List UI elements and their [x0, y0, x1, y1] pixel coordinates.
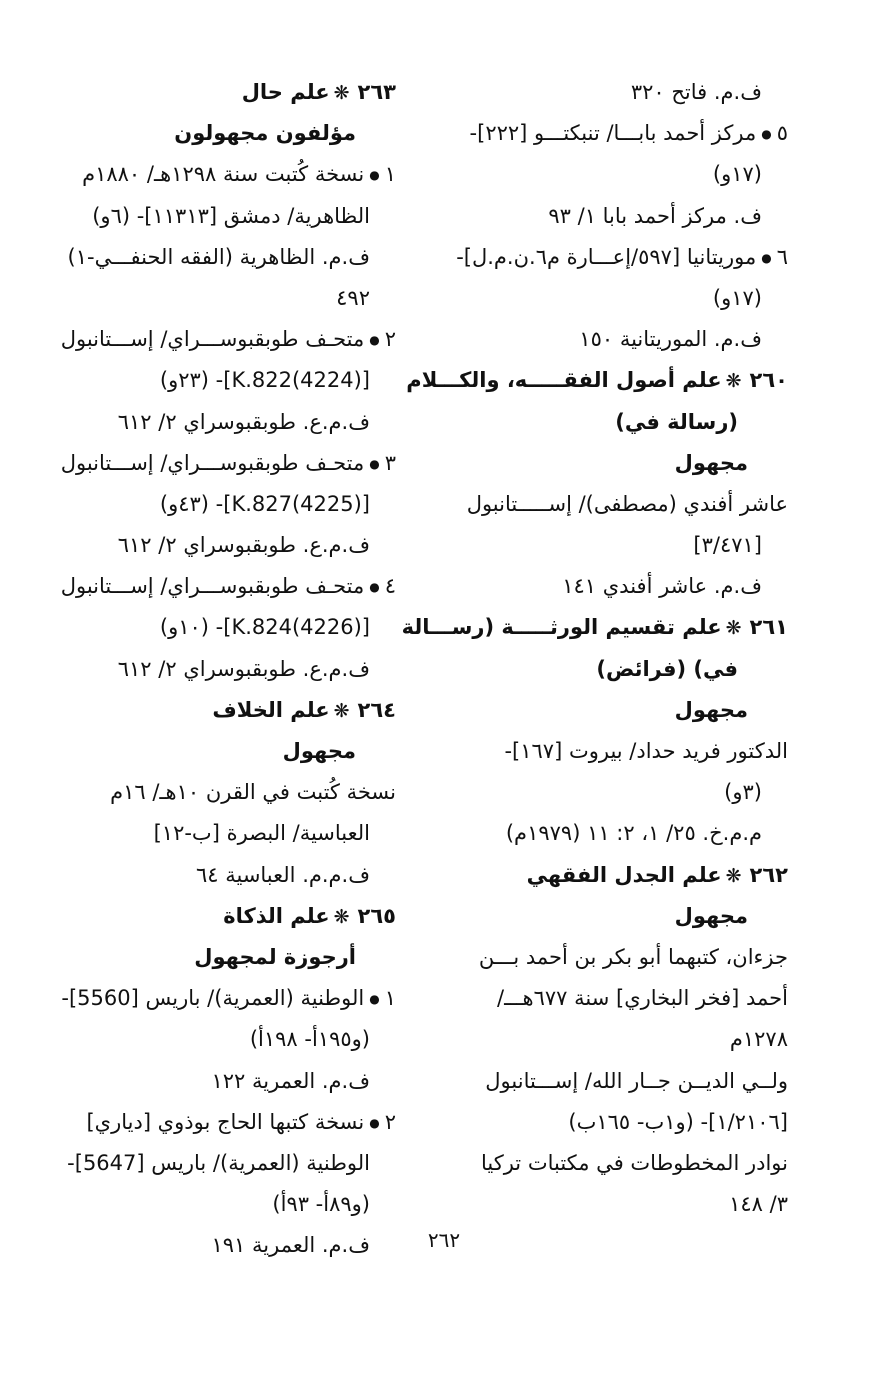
bullet-icon: ●: [369, 456, 380, 471]
entry-title-continued: (رسالة في): [615, 409, 738, 434]
item-text: نسخة كتبها الحاج بوذوي [دياري]: [86, 1109, 365, 1134]
item-text: الوطنية (العمرية)/ باريس [5560]-: [61, 986, 365, 1011]
star-icon: ❋: [333, 905, 350, 928]
detail-line: ف.م. عاشر أفندي ١٤١: [562, 574, 762, 599]
left-column: [60, 72, 396, 1266]
detail-line: الظاهرية/ دمشق [١١٣١٣]- (٦و): [92, 203, 370, 228]
entry-title-continued: في) (فرائض): [596, 656, 738, 681]
detail-line: (١٧و): [712, 285, 762, 310]
author-label: مجهول: [674, 697, 748, 722]
detail-line: (و٨٩أ- ٩٣أ): [272, 1192, 370, 1217]
entry-heading: [66, 72, 396, 113]
text-line: ١٢٧٨م: [729, 1027, 788, 1052]
numbered-item: [66, 1102, 396, 1143]
entry-number: ٢٦٤: [357, 697, 396, 722]
star-icon: ❋: [333, 82, 350, 104]
entry-title: علم الجدل الفقهي: [526, 862, 722, 887]
text-line: [١/٢١٠٦]- (و١ب- ١٦٥ب): [568, 1109, 788, 1134]
detail-line: [K.822(4224)]- (٢٣و): [159, 368, 370, 393]
detail-line: [٣/٤٧١]: [693, 533, 762, 558]
detail-line: م.م.خ. ٢٥/ ١، ٢: ١١ (١٩٧٩م): [505, 821, 762, 846]
numbered-item: [440, 113, 788, 154]
item-text: نسخة كُتبت سنة ١٢٩٨هـ/ ١٨٨٠م: [82, 162, 365, 187]
item-number: ١: [384, 162, 396, 187]
item-number: ٦: [776, 244, 788, 269]
item-text: متحـف طوبقبوســـراي/ إســـتانبول: [60, 450, 365, 475]
item-text: متحـف طوبقبوســـراي/ إســـتانبول: [60, 327, 365, 352]
numbered-item: [61, 978, 396, 1019]
detail-line: ف.م. فاتح ٣٢٠: [630, 80, 762, 104]
star-icon: ❋: [725, 864, 742, 887]
detail-line: ف.م. الظاهرية (الفقه الحنفـــي-١): [67, 244, 370, 269]
item-number: ٣: [384, 450, 396, 475]
text-line: عاشر أفندي (مصطفى)/ إســـــتانبول: [466, 491, 788, 516]
text-line: نوادر المخطوطات في مكتبات تركيا: [480, 1150, 788, 1175]
detail-line: (١٧و): [712, 162, 762, 187]
entry-title: علم تقسيم الورثـــــة (رســـالة: [401, 615, 722, 640]
bullet-icon: ●: [369, 168, 380, 183]
author-label: أرجوزة لمجهول: [194, 944, 356, 969]
right-column: [401, 72, 788, 1225]
detail-line: [K.827(4225)]- (٤٣و): [159, 491, 370, 516]
numbered-item: [66, 154, 396, 195]
detail-line: ف.م.ع. طوبقبوسراي ٢/ ٦١٢: [117, 656, 370, 681]
numbered-item: [60, 443, 396, 484]
detail-line: [K.824(4226)]- (١٠و): [159, 615, 370, 640]
detail-line: (٣و): [724, 780, 762, 805]
detail-line: ف.م. الموريتانية ١٥٠: [579, 327, 762, 352]
detail-line: ف. مركز أحمد بابا ١/ ٩٣: [548, 203, 762, 228]
numbered-item: [440, 237, 788, 278]
entry-number: ٢٦٣: [357, 80, 396, 104]
detail-line: ف.م.ع. طوبقبوسراي ٢/ ٦١٢: [117, 533, 370, 558]
numbered-item: [60, 566, 396, 607]
entry-heading: [66, 896, 396, 937]
item-text: متحـف طوبقبوســـراي/ إســـتانبول: [60, 574, 365, 599]
detail-line: ف.م. العمرية ١٩١: [211, 1233, 370, 1258]
author-label: مجهول: [674, 450, 748, 475]
detail-line: العباسية/ البصرة [ب-١٢]: [153, 821, 370, 846]
star-icon: ❋: [333, 699, 350, 722]
item-text: مركز أحمد بابـــا/ تنبكتـــو [٢٢٢]-: [469, 121, 757, 146]
author-label: مجهول: [282, 739, 356, 763]
author-label: مؤلفون مجهولون: [174, 121, 356, 146]
text-line: ٣/ ١٤٨: [729, 1192, 788, 1217]
star-icon: ❋: [725, 370, 742, 393]
page-number: ٢٦٢: [427, 1228, 461, 1252]
entry-title: علم حال: [241, 80, 330, 104]
bullet-icon: ●: [369, 992, 380, 1007]
item-number: ٢: [384, 1109, 396, 1134]
author-label: مجهول: [674, 903, 748, 928]
bullet-icon: ●: [369, 1115, 380, 1130]
text-line: ولــي الديــن جــار الله/ إســـتانبول: [485, 1068, 788, 1093]
entry-title: علم الذكاة: [223, 903, 330, 928]
bullet-icon: ●: [369, 580, 380, 595]
detail-line: (و١٩٥أ- ١٩٨أ): [249, 1027, 370, 1052]
item-text: موريتانيا [٥٩٧/إعـــارة م٦.ن.م.ل]-: [456, 244, 757, 269]
entry-heading: [406, 360, 788, 401]
entry-number: ٢٦١: [749, 615, 788, 640]
item-number: ٥: [776, 121, 788, 146]
entry-heading: [66, 690, 396, 731]
star-icon: ❋: [725, 617, 742, 640]
item-number: ١: [384, 986, 396, 1011]
text-line: الدكتور فريد حداد/ بيروت [١٦٧]-: [504, 739, 788, 763]
bullet-icon: ●: [761, 127, 772, 142]
entry-title: علم أصول الفقـــــه، والكـــلام: [406, 368, 722, 393]
bullet-icon: ●: [761, 250, 772, 265]
detail-line: الوطنية (العمرية)/ باريس [5647]-: [67, 1150, 370, 1175]
entry-number: ٢٦٢: [749, 862, 788, 887]
entry-number: ٢٦٥: [357, 903, 396, 928]
numbered-item: [60, 319, 396, 360]
item-number: ٤: [384, 574, 396, 599]
detail-line: ف.م.م. العباسية ٦٤: [195, 862, 370, 887]
detail-line: ٤٩٢: [336, 285, 370, 310]
entry-title: علم الخلاف: [212, 697, 330, 722]
text-line: أحمد [فخر البخاري] سنة ٦٧٧هـــ/: [497, 986, 788, 1011]
detail-line: ف.م.ع. طوبقبوسراي ٢/ ٦١٢: [117, 409, 370, 434]
entry-heading: [440, 855, 788, 896]
entry-number: ٢٦٠: [749, 368, 788, 393]
entry-heading: [401, 607, 788, 648]
item-number: ٢: [384, 327, 396, 352]
text-line: نسخة كُتبت في القرن ١٠هـ/ ١٦م: [110, 780, 396, 805]
detail-line: ف.م. العمرية ١٢٢: [211, 1068, 370, 1093]
text-line: جزءان، كتبهما أبو بكر بن أحمد بـــن: [478, 944, 788, 969]
bullet-icon: ●: [369, 333, 380, 348]
